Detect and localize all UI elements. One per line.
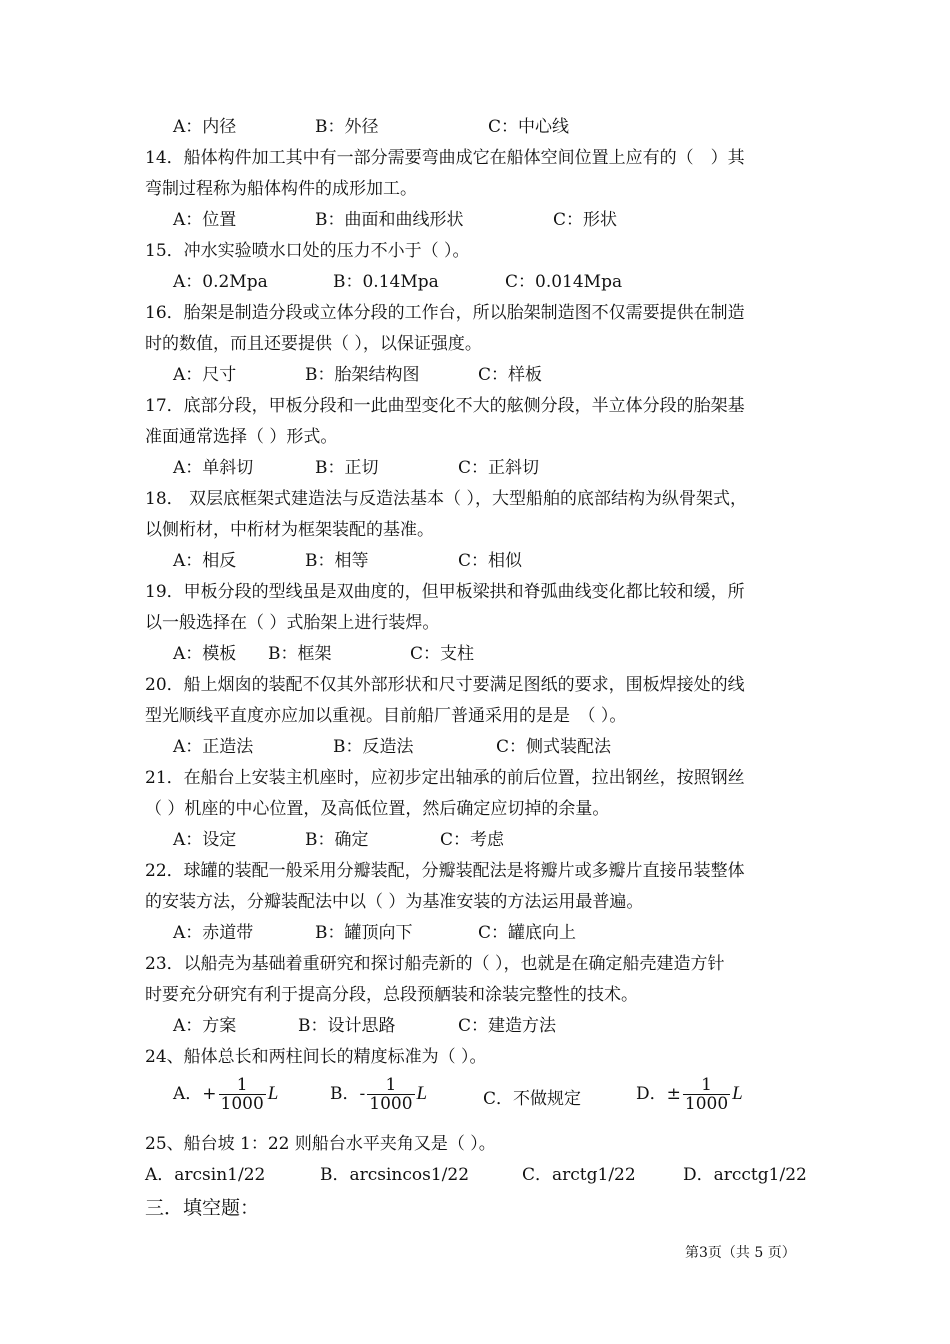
q21-text-line-1: 21．在船台上安装主机座时，应初步定出轴承的前后位置，拉出钢丝，按照钢丝	[145, 768, 745, 788]
q24-text-line-1: 24、船体总长和两柱间长的精度标准为（ ）。	[145, 1047, 487, 1067]
q13-option-b: B：外径	[315, 117, 379, 137]
q25-text-line-1: 25、船台坡 1：22 则船台水平夹角又是（ ）。	[145, 1134, 496, 1154]
fraction-numerator: 1	[701, 1075, 712, 1095]
q19-text-line-2: 以一般选择在（ ）式胎架上进行装焊。	[145, 613, 440, 633]
q13-option-c: C：中心线	[488, 117, 570, 137]
q16-option-b: B：胎架结构图	[305, 365, 420, 385]
q15-text-line-1: 15．冲水实验喷水口处的压力不小于（ ）。	[145, 241, 470, 261]
q14-option-a: A：位置	[173, 210, 237, 230]
q20-text-line-2: 型光顺线平直度亦应加以重视。目前船厂普通采用的是是 （ ）。	[145, 706, 627, 726]
q16-text-line-2: 时的数值，而且还要提供（ ），以保证强度。	[145, 334, 482, 354]
q24-option-b-label: B．-	[330, 1084, 366, 1104]
q17-option-c: C：正斜切	[458, 458, 540, 478]
q25-option-a: A．arcsin1/22	[145, 1165, 266, 1185]
fraction	[367, 1076, 414, 1113]
section-title: 三．填空题：	[145, 1197, 260, 1219]
q21-option-c: C：考虑	[440, 830, 505, 850]
q19-option-c: C：支柱	[410, 644, 475, 664]
page-footer: 第3页（共 5 页）	[685, 1245, 796, 1261]
q20-option-a: A：正造法	[173, 737, 254, 757]
q23-text-line-1: 23．以船壳为基础着重研究和探讨船壳新的（ ），也就是在确定船壳建造方针	[145, 954, 725, 974]
q20-option-c: C：侧式装配法	[496, 737, 612, 757]
q17-text-line-2: 准面通常选择（ ）形式。	[145, 427, 338, 447]
q22-option-b: B：罐顶向下	[315, 923, 413, 943]
q24-option-c: C．不做规定	[483, 1089, 582, 1109]
q14-option-b: B：曲面和曲线形状	[315, 210, 464, 230]
q25-option-b: B．arcsincos1/22	[320, 1165, 470, 1185]
fraction-denominator: 1000	[220, 1094, 264, 1114]
q24-option-a-label: A．+	[173, 1084, 217, 1104]
fraction-numerator: 1	[236, 1075, 248, 1095]
q15-option-b: B：0.14Mpa	[333, 272, 439, 292]
q24-option-d-label: D．±	[636, 1084, 681, 1104]
q18-text-line-2: 以侧桁材，中桁材为框架装配的基准。	[145, 520, 434, 540]
q24-option-d	[636, 1076, 743, 1113]
q14-text-line-2: 弯制过程称为船体构件的成形加工。	[145, 179, 417, 199]
q15-option-a: A：0.2Mpa	[173, 272, 268, 292]
q21-text-line-2: （ ）机座的中心位置，及高低位置，然后确定应切掉的余量。	[145, 799, 610, 819]
q18-option-c: C：相似	[458, 551, 523, 571]
q14-option-c: C：形状	[553, 210, 618, 230]
fraction-numerator: 1	[385, 1075, 397, 1095]
q25-option-c: C．arctg1/22	[522, 1165, 636, 1185]
fraction	[683, 1076, 730, 1113]
q15-option-c: C：0.014Mpa	[505, 272, 623, 292]
length-variable: L	[267, 1083, 279, 1104]
q23-option-c: C：建造方法	[458, 1016, 557, 1036]
q19-text-line-1: 19．甲板分段的型线虽是双曲度的，但甲板梁拱和脊弧曲线变化都比较和缓，所	[145, 582, 745, 602]
q23-option-b: B：设计思路	[298, 1016, 396, 1036]
fraction-denominator: 1000	[684, 1094, 729, 1114]
q22-option-a: A：赤道带	[173, 923, 254, 943]
q19-option-a: A：模板	[173, 644, 237, 664]
q17-option-a: A：单斜切	[173, 458, 254, 478]
q21-option-b: B：确定	[305, 830, 369, 850]
fraction	[219, 1076, 266, 1113]
q16-text-line-1: 16．胎架是制造分段或立体分段的工作台，所以胎架制造图不仅需要提供在制造	[145, 303, 745, 323]
q16-option-a: A：尺寸	[173, 365, 237, 385]
q21-option-a: A：设定	[173, 830, 237, 850]
q23-option-a: A：方案	[173, 1016, 237, 1036]
q13-option-a: A：内径	[173, 117, 237, 137]
fraction-denominator: 1000	[369, 1094, 413, 1114]
q17-text-line-1: 17．底部分段，甲板分段和一此曲型变化不大的舷侧分段，半立体分段的胎架基	[145, 396, 745, 416]
q14-text-line-1: 14．船体构件加工其中有一部分需要弯曲成它在船体空间位置上应有的（ ）其	[145, 148, 745, 168]
q18-text-line-1: 18． 双层底框架式建造法与反造法基本（ ），大型船舶的底部结构为纵骨架式，	[145, 489, 747, 509]
q18-option-a: A：相反	[173, 551, 237, 571]
length-variable: L	[732, 1083, 743, 1104]
q20-option-b: B：反造法	[333, 737, 414, 757]
q17-option-b: B：正切	[315, 458, 379, 478]
q24-option-a	[173, 1076, 278, 1113]
q22-text-line-2: 的安装方法，分瓣装配法中以（ ）为基准安装的方法运用最普遍。	[145, 892, 644, 912]
length-variable: L	[416, 1083, 428, 1104]
q24-option-b	[330, 1076, 427, 1113]
q22-option-c: C：罐底向上	[478, 923, 577, 943]
q25-option-d: D．arcctg1/22	[683, 1165, 807, 1185]
q18-option-b: B：相等	[305, 551, 369, 571]
q20-text-line-1: 20．船上烟囱的装配不仅其外部形状和尺寸要满足图纸的要求，围板焊接处的线	[145, 675, 745, 695]
q16-option-c: C：样板	[478, 365, 543, 385]
q23-text-line-2: 时要充分研究有利于提高分段，总段预舾装和涂装完整性的技术。	[145, 985, 638, 1005]
q19-option-b: B：框架	[268, 644, 332, 664]
q22-text-line-1: 22．球罐的装配一般采用分瓣装配，分瓣装配法是将瓣片或多瓣片直接吊装整体	[145, 861, 745, 881]
